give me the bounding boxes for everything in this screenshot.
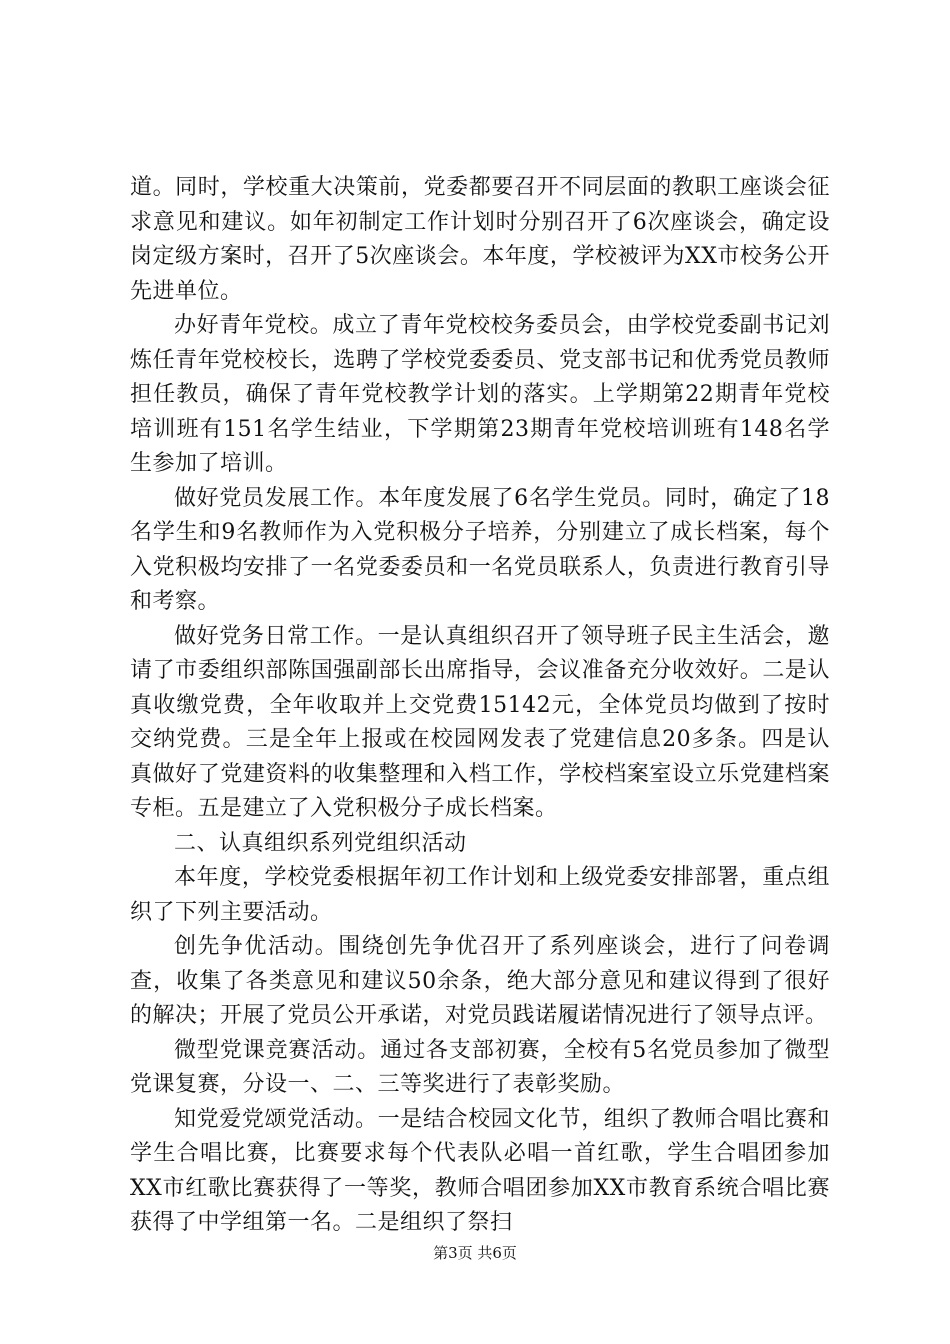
section-heading: 二、认真组织系列党组织活动 [174,830,467,856]
paragraph-activities-intro: 本年度，学校党委根据年初工作计划和上级党委安排部署，重点组织了下列主要活动。 [130,865,830,925]
paragraph-daily-party-work: 做好党务日常工作。一是认真组织召开了领导班子民主生活会，邀请了市委组织部陈国强副部长出席指导，会议准备充分收效好。二是认真收缴党费，全年收取并上交党费15142元，全体党员均做到了按时交纳党费。三是全年上报或在校园网发表了党建信息20多条。四是认真做好了党建资料的收集整理和入档工作，学校档案室设立乐党建档案专柜。五是建立了入党积极分子成长档案。 [130,623,830,821]
page-footer: 第3页 共6页 [433,1244,517,1262]
document-body [130,171,830,1241]
paragraph-micro-lecture-contest: 微型党课竞赛活动。通过各支部初赛，全校有5名党员参加了微型党课复赛，分设一、二、三等奖进行了表彰奖励。 [130,1037,830,1097]
paragraph-continuation: 道。同时，学校重大决策前，党委都要召开不同层面的教职工座谈会征求意见和建议。如年初制定工作计划时分别召开了6次座谈会，确定设岗定级方案时，召开了5次座谈会。本年度，学校被评为XX市校务公开先进单位。 [130,175,830,304]
paragraph-love-party-activity: 知党爱党颂党活动。一是结合校园文化节，组织了教师合唱比赛和学生合唱比赛，比赛要求每个代表队必唱一首红歌，学生合唱团参加XX市红歌比赛获得了一等奖，教师合唱团参加XX市教育系统合唱比赛获得了中学组第一名。二是组织了祭扫 [130,1106,830,1235]
paragraph-member-development: 做好党员发展工作。本年度发展了6名学生党员。同时，确定了18名学生和9名教师作为入党积极分子培养，分别建立了成长档案，每个入党积极均安排了一名党委委员和一名党员联系人，负责进行教育引导和考察。 [130,485,830,614]
paragraph-excellence-activity: 创先争优活动。围绕创先争优召开了系列座谈会，进行了问卷调查，收集了各类意见和建议50余条，绝大部分意见和建议得到了很好的解决；开展了党员公开承诺，对党员践诺履诺情况进行了领导点评。 [130,934,830,1028]
paragraph-youth-party-school: 办好青年党校。成立了青年党校校务委员会，由学校党委副书记刘炼任青年党校校长，选聘了学校党委委员、党支部书记和优秀党员教师担任教员，确保了青年党校教学计划的落实。上学期第22期青年党校培训班有151名学生结业，下学期第23期青年党校培训班有148名学生参加了培训。 [130,313,830,476]
